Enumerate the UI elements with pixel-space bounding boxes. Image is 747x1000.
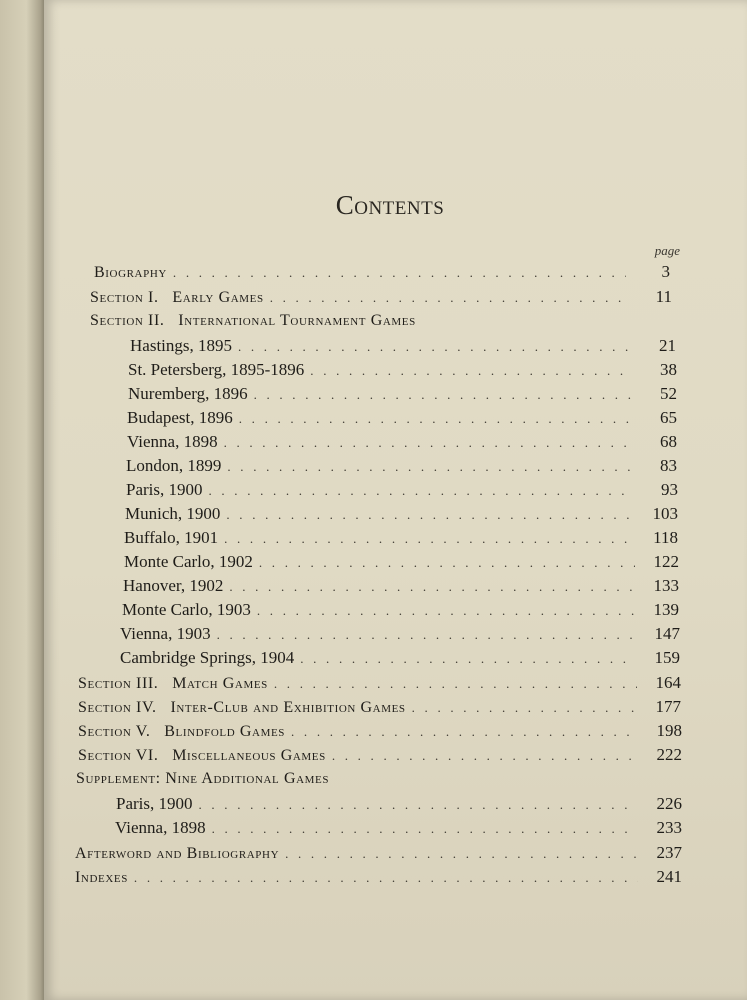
toc-entry-label: Vienna, 1903 — [120, 624, 211, 643]
toc-entry-label: Paris, 1900 — [126, 480, 203, 499]
toc-entry — [124, 552, 679, 576]
toc-section-heading — [90, 312, 672, 336]
toc-entry-label: Vienna, 1898 — [115, 818, 206, 837]
toc-entry-label: Section V. Blindfold Games — [78, 723, 286, 740]
toc-entry-label: Section I. Early Games — [90, 289, 264, 306]
toc-entry-page: 241 — [656, 867, 682, 886]
toc-entry-page: 65 — [660, 408, 677, 427]
leader-dots — [238, 339, 632, 355]
leader-dots — [217, 627, 636, 643]
leader-dots — [310, 363, 633, 379]
toc-entry-label: Section II. International Tournament Games — [90, 312, 416, 329]
leader-dots — [300, 651, 636, 667]
leader-dots — [412, 700, 637, 716]
leader-dots — [259, 555, 635, 571]
toc-entry-label: Munich, 1900 — [125, 504, 221, 523]
toc-entry-page: 68 — [660, 432, 677, 451]
toc-entry-label: Budapest, 1896 — [127, 408, 233, 427]
toc-entry-label: Monte Carlo, 1902 — [124, 552, 253, 571]
toc-entry — [120, 624, 680, 648]
toc-entry-label: Buffalo, 1901 — [124, 528, 219, 547]
toc-entry-page: 226 — [656, 794, 682, 813]
toc-entry-page: 164 — [655, 673, 681, 692]
toc-entry-label: Section VI. Miscellaneous Games — [78, 747, 326, 764]
toc-entry — [130, 336, 676, 360]
toc-entry — [127, 432, 677, 456]
toc-entry-page: 11 — [655, 287, 672, 306]
toc-entry-page: 103 — [652, 504, 678, 523]
toc-entry-label: Monte Carlo, 1903 — [122, 600, 251, 619]
page-column-heading: page — [654, 243, 680, 258]
toc-entry — [128, 360, 677, 384]
leader-dots — [254, 387, 633, 403]
leader-dots — [239, 411, 633, 427]
toc-entry-page: 21 — [659, 336, 676, 355]
toc-entry-page: 118 — [653, 528, 678, 547]
toc-entry-page: 93 — [661, 480, 678, 499]
book-page — [44, 0, 747, 1000]
toc-entry-label: Vienna, 1898 — [127, 432, 218, 451]
toc-entry — [115, 818, 682, 842]
toc-entry-page: 147 — [654, 624, 680, 643]
leader-dots — [134, 870, 638, 886]
toc-entry-page: 139 — [653, 600, 679, 619]
leader-dots — [173, 265, 626, 281]
leader-dots — [212, 821, 638, 837]
leader-dots — [226, 507, 634, 523]
leader-dots — [224, 531, 634, 547]
toc-entry — [120, 648, 680, 672]
toc-entry — [78, 697, 681, 721]
page-title: Contents — [335, 190, 445, 220]
toc-entry — [78, 745, 682, 769]
toc-entry — [123, 576, 679, 600]
toc-entry-label: Indexes — [75, 869, 128, 886]
toc-entry-page: 133 — [653, 576, 679, 595]
toc-entry — [75, 867, 682, 891]
toc-entry — [127, 408, 677, 432]
toc-entry-page: 52 — [660, 384, 677, 403]
leader-dots — [285, 846, 638, 862]
toc-entry-page: 38 — [660, 360, 677, 379]
toc-entry — [116, 794, 682, 818]
toc-entry-label: Cambridge Springs, 1904 — [120, 648, 295, 667]
toc-entry-label: St. Petersberg, 1895-1896 — [128, 360, 305, 379]
toc-entry — [126, 480, 678, 504]
toc-entry-page: 237 — [656, 843, 682, 862]
toc-entry-label: Section IV. Inter-Club and Exhibition Games — [78, 699, 406, 716]
toc-entry-page: 83 — [660, 456, 677, 475]
leader-dots — [227, 459, 633, 475]
toc-entry-page: 222 — [656, 745, 682, 764]
toc-entry — [78, 673, 681, 697]
toc-entry-page: 159 — [654, 648, 680, 667]
toc-entry-label: Supplement: Nine Additional Games — [76, 770, 330, 787]
leader-dots — [257, 603, 635, 619]
toc-entry — [122, 600, 679, 624]
leader-dots — [270, 290, 628, 306]
leader-dots — [291, 724, 638, 740]
toc-entry-page: 233 — [656, 818, 682, 837]
toc-entry — [125, 504, 678, 528]
leader-dots — [209, 483, 635, 499]
toc-entry — [124, 528, 678, 552]
leader-dots — [274, 676, 637, 692]
toc-entry-label: Biography — [94, 264, 167, 281]
toc-entry-label: Afterword and Bibliography — [75, 845, 280, 862]
toc-entry-page: 177 — [655, 697, 681, 716]
toc-entry-label: Paris, 1900 — [116, 794, 193, 813]
toc-entry — [94, 262, 670, 286]
toc-entry-label: Nuremberg, 1896 — [128, 384, 248, 403]
leader-dots — [229, 579, 635, 595]
page-gutter — [0, 0, 44, 1000]
toc-section-heading — [76, 770, 680, 794]
leader-dots — [199, 797, 639, 813]
toc-entry-page: 3 — [661, 262, 670, 281]
leader-dots — [332, 748, 638, 764]
toc-entry-label: London, 1899 — [126, 456, 222, 475]
toc-entry-page: 122 — [653, 552, 679, 571]
toc-entry — [126, 456, 677, 480]
toc-entry-page: 198 — [656, 721, 682, 740]
toc-entry — [75, 843, 682, 867]
toc-entry — [128, 384, 677, 408]
leader-dots — [224, 435, 633, 451]
toc-entry-label: Section III. Match Games — [78, 675, 268, 692]
toc-entry — [78, 721, 682, 745]
toc-entry-label: Hastings, 1895 — [130, 336, 232, 355]
toc-entry — [90, 287, 672, 311]
toc-entry-label: Hanover, 1902 — [123, 576, 224, 595]
